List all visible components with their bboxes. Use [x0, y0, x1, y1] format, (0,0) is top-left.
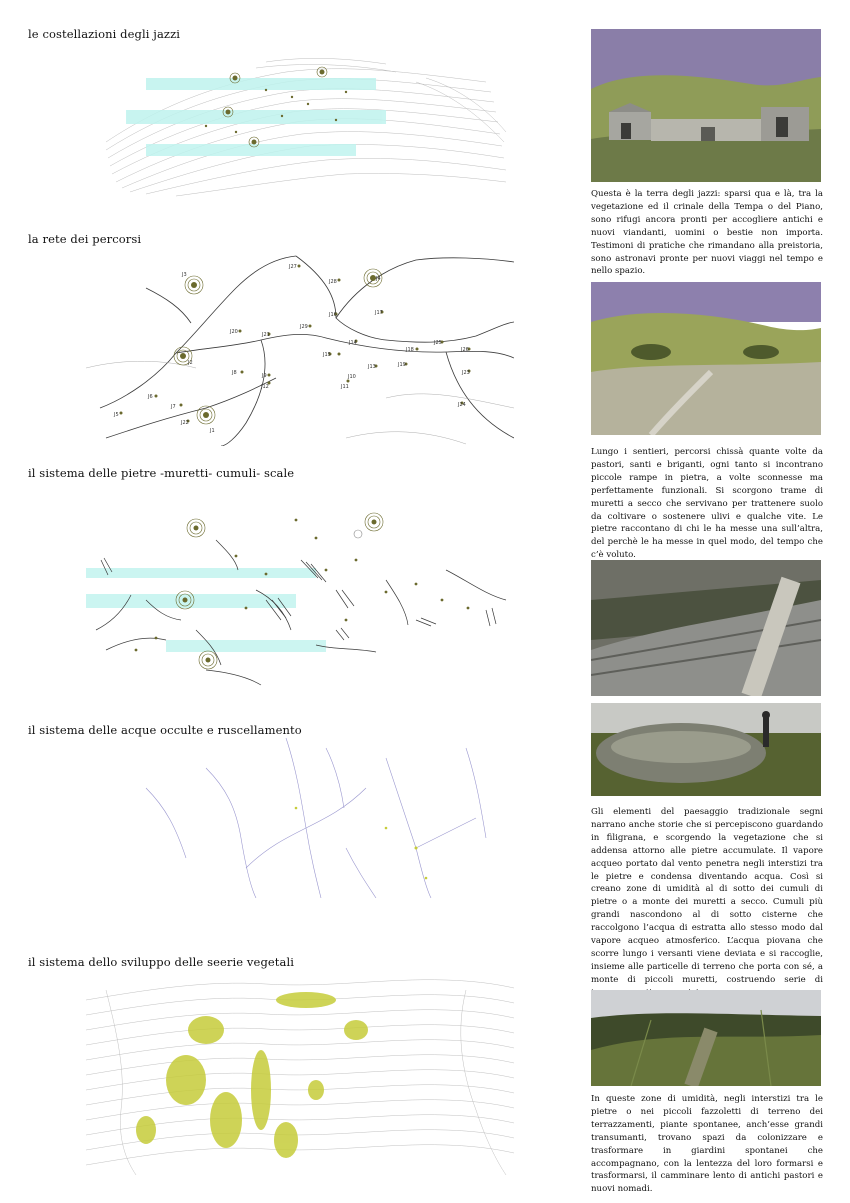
map-label-j21: J21 — [262, 332, 270, 338]
caption-paths: Lungo i sentieri, percorsi chissà quante volte da pastori, santi e briganti, ogni tanto si incontrano piccole rampe in pietra, a volte sconnesse ma perfettamente funzionali. Si scorgono trame di muretti a secco che servivano per trattenere suolo da coltivare o sostenere ulivi e qualche vite. Le pietre raccontano di chi le ha messe una sull’altra, del perchè le ha messe in quel modo, del tempo che c’è voluto. — [591, 447, 823, 561]
heading-vegetation-system: il sistema dello sviluppo delle seerie vegetali — [28, 955, 295, 969]
map-jazzi-constellations — [86, 42, 514, 202]
map-label-j12: J12 — [261, 384, 269, 390]
map-label-j13: J13 — [368, 364, 376, 370]
map-label-j29: J29 — [300, 324, 308, 330]
map-label-j28: J28 — [329, 279, 337, 285]
map-label-j26: J26 — [461, 347, 469, 353]
map-label-j25: J25 — [434, 340, 442, 346]
map-stones-system — [86, 500, 514, 690]
map-label-j6: J6 — [148, 394, 153, 400]
map-label-j11: J11 — [341, 384, 349, 390]
photo-jazzo-stone-shelter — [591, 29, 821, 182]
map-label-j18: J18 — [406, 347, 414, 353]
map-label-j7: J7 — [171, 404, 176, 410]
photo-stone-path-valley — [591, 282, 821, 435]
map-label-j4: J4 — [376, 276, 381, 282]
map-label-j20: J20 — [230, 329, 238, 335]
map-label-j10: J10 — [348, 374, 356, 380]
map-label-j27: J27 — [289, 264, 297, 270]
map-label-j3: J3 — [182, 272, 187, 278]
map-label-j17: J17 — [375, 310, 383, 316]
map-paths-network — [86, 248, 514, 446]
photo-stone-cumulus — [591, 703, 821, 796]
heading-stones-system: il sistema delle pietre -muretti- cumuli- scale — [28, 466, 295, 480]
map-label-j24: J24 — [458, 402, 466, 408]
heading-paths-network: la rete dei percorsi — [28, 232, 142, 246]
map-label-j23: J23 — [462, 370, 470, 376]
map-label-j8: J8 — [232, 370, 237, 376]
map-label-j5: J5 — [114, 412, 119, 418]
caption-stones-water: Gli elementi del paesaggio tradizionale segni narrano anche storie che si percepiscono guardando in filigrana, e scorgendo la vegetazione che si addensa attorno alle pietre accumulate. Il vapore acqueo portato dal vento penetra negli interstizi tra le pietre e condensa diventando acqua. Così si creano zone di umidità al di sotto dei cumuli di pietre o a monte dei muretti a secco. Cumuli più grandi nascondono al di sotto cisterne che raccolgono l’acqua di estratta allo stesso modo dal vapore acqueo atmosferico. L’acqua piovana che scorre lungo i versanti viene deviata e si raccoglie, insieme alle particelle di terreno che porta con sé, a monte di piccoli muretti, costruendo serie di — [591, 807, 823, 985]
map-label-j14: J14 — [349, 340, 357, 346]
caption-vegetation: In queste zone di umidità, negli interstizi tra le pietre o nei piccoli fazzoletti di terreno dei terrazzamenti, piante spontanee, anch’esse grandi transumanti, trovano spazi da colonizzare e trasformare in giardini spontanei che accompagnano, con la lentezza del loro formarsi e trasformarsi, il camminare lento di antichi pastori e nuovi nomadi. — [591, 1094, 823, 1195]
map-water-system — [86, 728, 514, 898]
map-label-j9: J9 — [262, 373, 267, 379]
photo-vegetation-valley — [591, 990, 821, 1086]
photo-dry-stone-wall — [591, 560, 821, 696]
map-label-j22: J22 — [181, 420, 189, 426]
map-label-j16: J16 — [329, 312, 337, 318]
caption-jazzi: Questa è la terra degli jazzi: sparsi qua e là, tra la vegetazione ed il crinale della Tempa o del Piano, sono rifugi ancora pronti per accogliere antichi e nuovi viandanti, uomini o bestie non importa. Testimoni di pratiche che rimandano alla preistoria, sono astronavi pronte per nuovi viaggi nel tempo e nello spazio. — [591, 189, 823, 277]
map-label-j1: J1 — [210, 428, 215, 434]
map-label-j15: J15 — [323, 352, 331, 358]
map-vegetation-system — [86, 970, 514, 1175]
heading-jazzi-constellations: le costellazioni degli jazzi — [28, 27, 181, 41]
map-label-j19: J19 — [398, 362, 406, 368]
map-label-j2: J2 — [188, 360, 193, 366]
heading-water-system: il sistema delle acque occulte e ruscellamento — [28, 723, 302, 737]
